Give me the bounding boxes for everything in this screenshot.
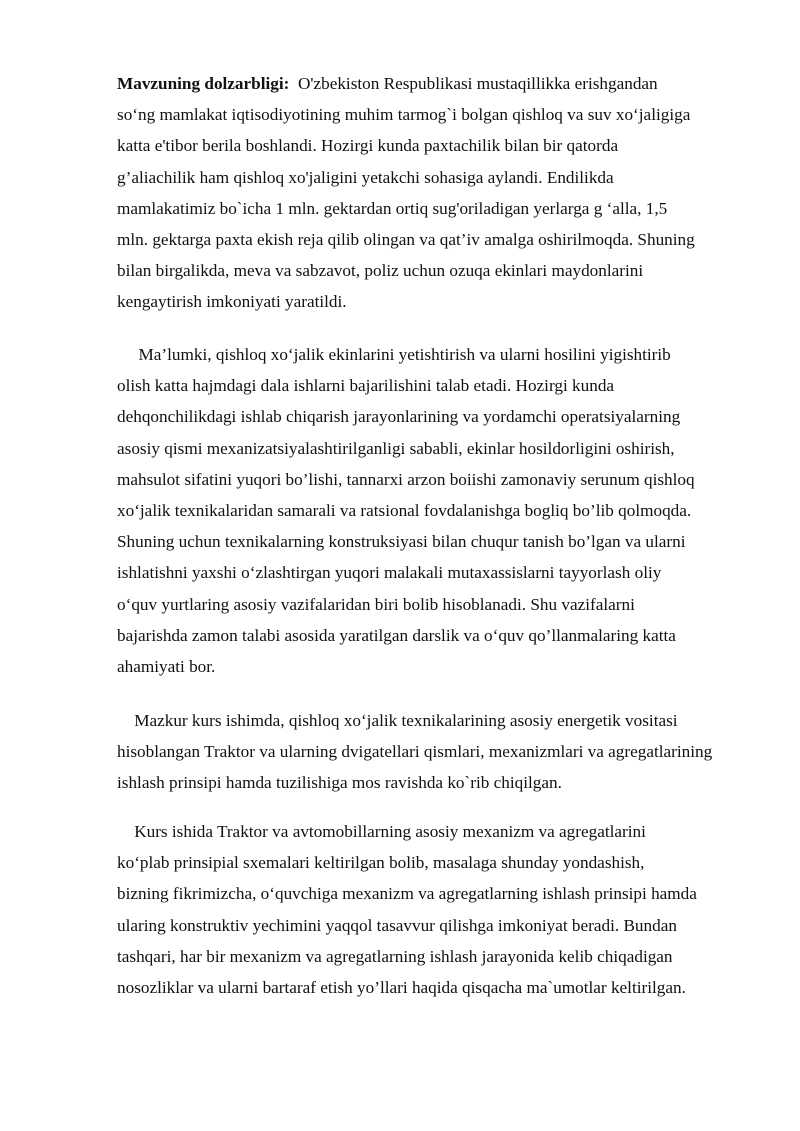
text-line-content: Mazkur kurs ishimda, qishloq xo‘jalik texnikalarining asosiy energetik vositasi	[134, 711, 678, 730]
paragraph-mechanization	[117, 339, 747, 682]
text-line-content: Kurs ishida Traktor va avtomobillarning asosiy mexanizm va agregatlarini	[134, 822, 646, 841]
text-line: nosozliklar va ularni bartaraf etish yo’llari haqida qisqacha ma`umotlar keltirilgan.	[117, 977, 686, 997]
paragraph-course-scope	[117, 705, 747, 799]
section-heading: Mavzuning dolzarbligi:	[117, 74, 290, 93]
text-line	[117, 816, 747, 847]
paragraph-relevance	[117, 68, 747, 318]
text-line: ularing konstruktiv yechimini yaqqol tasavvur qilishga imkoniyat beradi. Bundan	[117, 915, 677, 935]
text-line: asosiy qismi mexanizatsiyalashtirilganligi sababli, ekinlar hosildorligini oshirish,	[117, 438, 675, 458]
text-line: Shuning uchun texnikalarning konstruksiyasi bilan chuqur tanish bo’lgan va ularni	[117, 532, 686, 552]
text-line: mamlakatimiz bo`icha 1 mln. gektardan ortiq sug'oriladigan yerlarga g ‘alla, 1,5	[117, 198, 668, 218]
paragraph-course-contents	[117, 816, 747, 1003]
text-line: bilan birgalikda, meva va sabzavot, poliz uchun ozuqa ekinlari maydonlarini	[117, 261, 644, 281]
text-line: dehqonchilikdagi ishlab chiqarish jarayonlarining va yordamchi operatsiyalarning	[117, 407, 681, 427]
text-line: tashqari, har bir mexanizm va agregatlarning ishlash jarayonida kelib chiqadigan	[117, 946, 673, 966]
text-line: mln. gektarga paxta ekish reja qilib olingan va qat’iv amalga oshirilmoqda. Shuning	[117, 229, 695, 249]
text-line	[117, 705, 747, 736]
text-line: ko‘plab prinsipial sxemalari keltirilgan bolib, masalaga shunday yondashish,	[117, 853, 645, 873]
text-line: mahsulot sifatini yuqori bo’lishi, tannarxi arzon boiishi zamonaviy serunum qishloq	[117, 469, 695, 489]
text-line: bizning fikrimizcha, o‘quvchiga mexanizm va agregatlarning ishlash prinsipi hamda	[117, 884, 697, 904]
text-line-content: O'zbekiston Respublikasi mustaqillikka erishgandan	[297, 74, 658, 93]
text-line-content: Ma’lumki, qishloq xo‘jalik ekinlarini yetishtirish va ularni hosilini yigishtirib	[138, 345, 671, 364]
text-line	[117, 339, 747, 370]
text-line: katta e'tibor berila boshlandi. Hozirgi kunda paxtachilik bilan bir qatorda	[117, 136, 619, 156]
text-line: bajarishda zamon talabi asosida yaratilgan darslik va o‘quv qo’llanmalaring katta	[117, 625, 676, 645]
text-line: so‘ng mamlakat iqtisodiyotining muhim tarmog`i bolgan qishloq va suv xo‘jaligiga	[117, 105, 691, 125]
text-line: ahamiyati bor.	[117, 656, 216, 676]
text-line: ishlatishni yaxshi o‘zlashtirgan yuqori malakali mutaxassislarni tayyorlash oliy	[117, 563, 662, 583]
text-line: kengaytirish imkoniyati yaratildi.	[117, 292, 347, 312]
text-line: g’aliachilik ham qishloq xo'jaligini yetakchi sohasiga aylandi. Endilikda	[117, 167, 614, 187]
text-line: xo‘jalik texnikalaridan samarali va ratsional fovdalanishga bogliq bo’lib qolmoqda.	[117, 500, 692, 520]
text-line: hisoblangan Traktor va ularning dvigatellari qismlari, mexanizmlari va agregatlarining	[117, 742, 713, 762]
text-line	[117, 68, 747, 99]
text-line: olish katta hajmdagi dala ishlarni bajarilishini talab etadi. Hozirgi kunda	[117, 376, 615, 396]
text-line: o‘quv yurtlaring asosiy vazifalaridan biri bolib hisoblanadi. Shu vazifalarni	[117, 594, 635, 614]
text-line: ishlash prinsipi hamda tuzilishiga mos ravishda ko`rib chiqilgan.	[117, 773, 562, 793]
